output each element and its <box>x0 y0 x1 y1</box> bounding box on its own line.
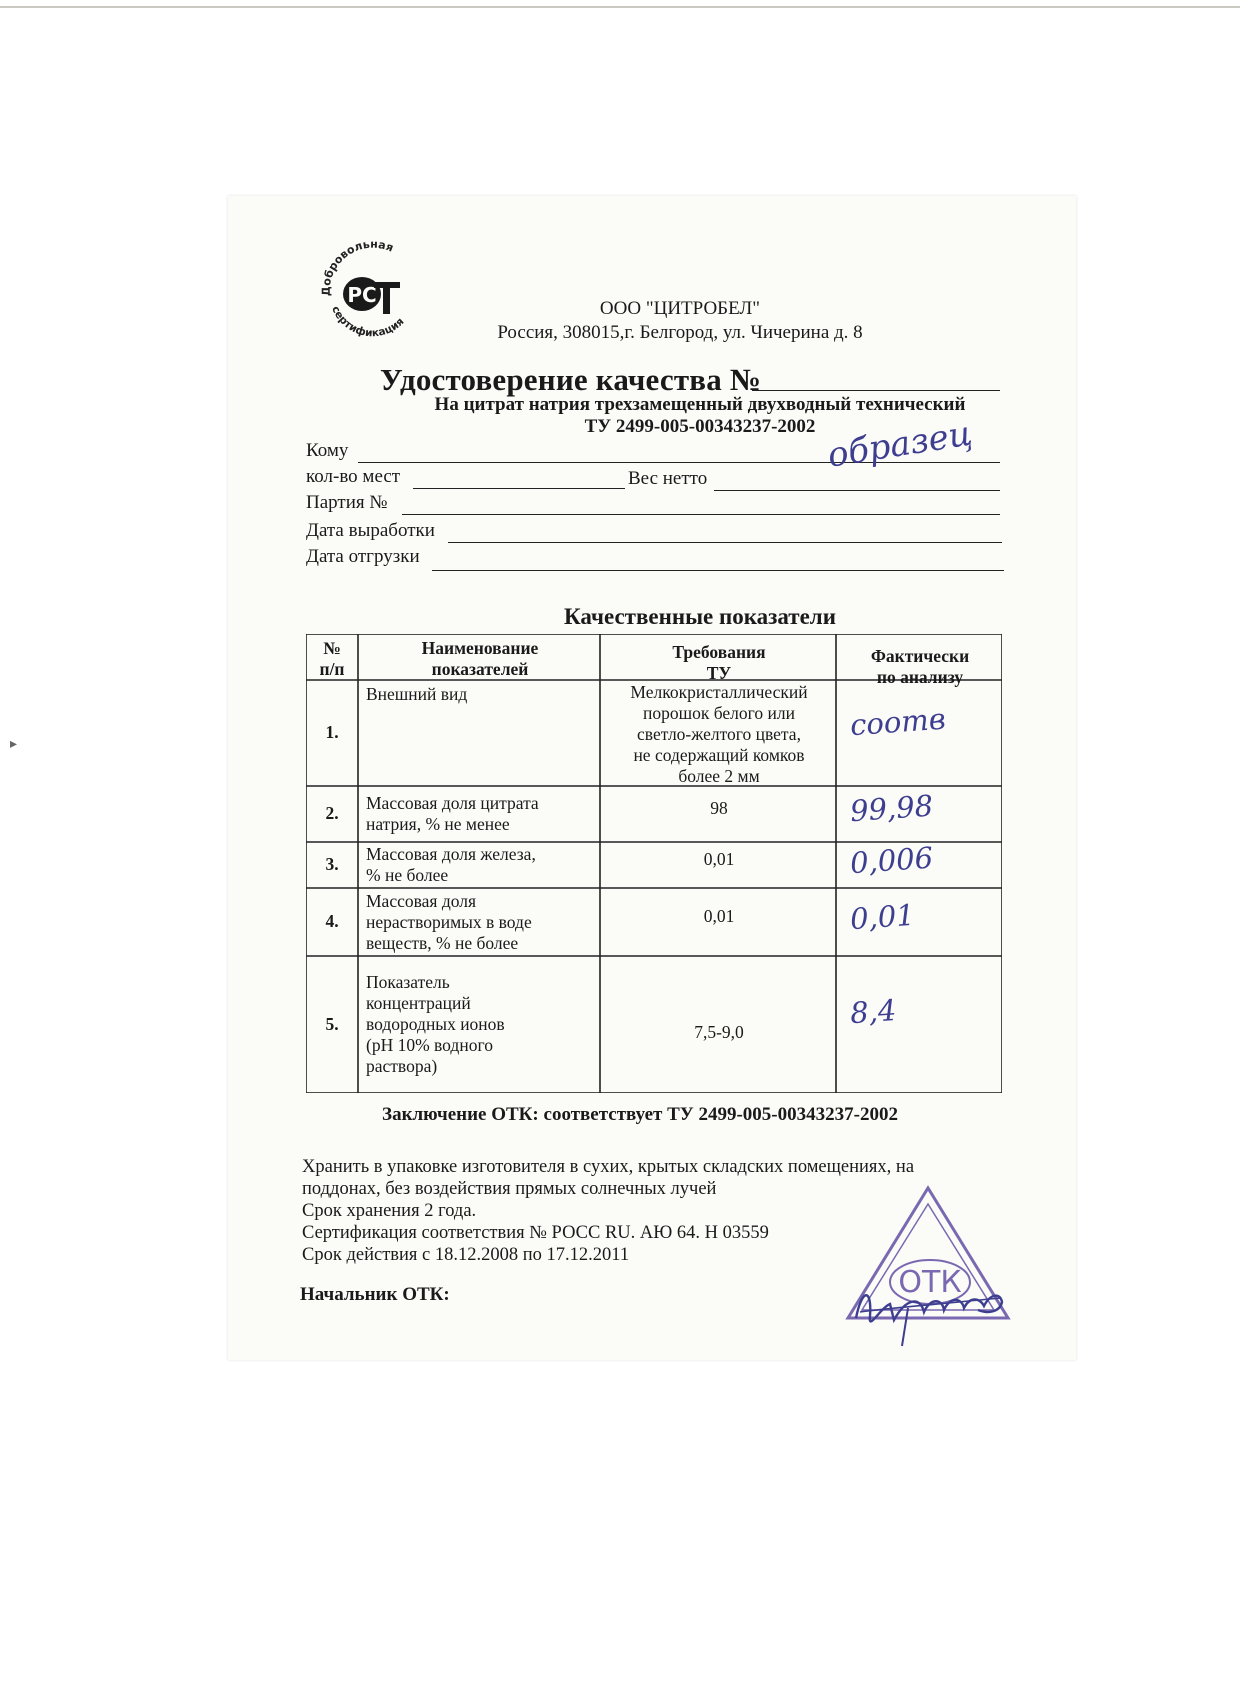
header-req <box>604 642 834 684</box>
table-row-1-requirement-line: более 2 мм <box>678 766 760 786</box>
table-row-2-name-line: Массовая доля цитрата <box>366 793 539 813</box>
header-name-line: Наименование <box>421 638 539 658</box>
table-row-5-name-line: водородных ионов <box>366 1014 505 1034</box>
table-row-5-num: 5. <box>325 1013 339 1034</box>
table-row-5-actual: 8,4 <box>848 993 898 1031</box>
field-to-label: Кому <box>306 440 349 461</box>
header-name-line: показателей <box>431 659 529 679</box>
storage-note-line-2: поддонах, без воздействия прямых солнечных лучей <box>302 1179 717 1199</box>
field-shipment-date-line <box>432 570 1004 571</box>
field-production-date-line <box>448 542 1002 543</box>
table-row-2-num: 2. <box>325 803 339 823</box>
field-batch-line <box>402 514 1000 515</box>
table-row-1-requirement-line: Мелкокристаллический <box>630 682 808 702</box>
certificate-number-line <box>752 390 1000 391</box>
table-row-3-name-line: Массовая доля железа, <box>366 844 536 864</box>
header-fact-line: по анализу <box>876 667 964 687</box>
table-row-2-name <box>366 793 598 835</box>
field-shipment-date-label: Дата отгрузки <box>306 546 420 567</box>
table-row-3-name-line: % не более <box>366 865 449 885</box>
table-row-5-requirement <box>604 1022 834 1043</box>
handwritten-sample: образец <box>824 413 975 476</box>
header-num-line: п/п <box>319 659 345 679</box>
company-address: Россия, 308015,г. Белгород, ул. Чичерина д. 8 <box>497 322 863 343</box>
table-row-5-name-line: раствора) <box>366 1056 438 1076</box>
table-row-4-requirement-line: 0,01 <box>703 905 735 926</box>
table-row-3-name <box>366 844 598 886</box>
table-row-3-num: 3. <box>325 854 339 874</box>
table-row-3-actual: 0,006 <box>848 840 935 881</box>
table-row-3-requirement-line: 0,01 <box>703 848 735 869</box>
field-net-weight-line <box>714 490 1000 491</box>
table-row-5-name <box>366 972 598 1077</box>
table-row-2-requirement-line: 98 <box>710 797 728 818</box>
header-name <box>362 638 598 680</box>
table-row-5-name-line: Показатель <box>366 972 450 992</box>
table-row-1-name <box>366 684 598 705</box>
field-places-line <box>413 488 625 489</box>
table-row-1-requirement-line: светло-желтого цвета, <box>637 724 801 744</box>
header-fact-line: Фактически <box>870 646 970 666</box>
table-row-5-name-line: (pH 10% водного <box>366 1035 493 1055</box>
table-row-1-name-line: Внешний вид <box>366 684 468 704</box>
qc-conclusion: Заключение ОТК: соответствует ТУ 2499-005-00343237-2002 <box>382 1104 898 1125</box>
quality-table <box>306 634 1002 1093</box>
field-production-date-label: Дата выработки <box>306 520 435 541</box>
stamp-text: ОТК <box>898 1265 962 1300</box>
table-row-4-num: 4. <box>325 911 339 931</box>
storage-note-line-1: Хранить в упаковке изготовителя в сухих, крытых складских помещениях, на <box>302 1157 915 1177</box>
table-row-1-requirement-line: не содержащий комков <box>633 745 805 765</box>
table-row-2-actual: 99,98 <box>848 788 935 829</box>
product-name: На цитрат натрия трехзамещенный двухводный технический <box>434 394 966 415</box>
table-row-1-actual: соотв <box>848 701 947 743</box>
field-net-weight-label: Вес нетто <box>628 468 708 489</box>
header-num <box>308 638 356 680</box>
table-row-5-name-line: концентраций <box>366 993 471 1013</box>
document-title: Удостоверение качества № <box>380 362 762 397</box>
rst-certification-logo <box>318 238 428 338</box>
table-row-4-name <box>366 891 598 954</box>
table-row-1-requirement <box>604 682 834 787</box>
scan-edge <box>0 6 1240 8</box>
table-row-4-requirement <box>604 906 834 927</box>
table-row-1-requirement-line: порошок белого или <box>643 703 795 723</box>
certification-note: Сертификация соответствия № РОСС RU. АЮ 64. Н 03559 <box>302 1223 769 1243</box>
tu-standard: ТУ 2499-005-00343237-2002 <box>584 416 816 437</box>
header-fact <box>840 646 1000 688</box>
header-req-line: Требования <box>672 642 766 662</box>
header-req-line: ТУ <box>706 663 732 683</box>
table-row-4-name-line: нерастворимых в воде <box>366 911 532 932</box>
table-row-2-name-line: натрия, % не менее <box>366 814 510 834</box>
qc-chief-label: Начальник ОТК: <box>300 1284 450 1305</box>
table-row-4-name-line: Массовая доля <box>366 890 477 911</box>
field-batch-label: Партия № <box>306 492 388 513</box>
table-row-2-requirement <box>604 798 834 819</box>
table-row-1-num: 1. <box>325 722 339 742</box>
section-title: Качественные показатели <box>564 604 836 629</box>
header-num-line: № <box>323 638 341 658</box>
logo-arc-top: Добровольная <box>319 238 396 297</box>
validity-note: Срок действия с 18.12.2008 по 17.12.2011 <box>302 1245 630 1265</box>
signature <box>850 1268 1010 1348</box>
table-row-4-name-line: веществ, % не более <box>366 932 519 953</box>
table-row-4-actual: 0,01 <box>848 897 916 937</box>
shelf-life-note: Срок хранения 2 года. <box>302 1201 477 1221</box>
svg-text:РС: РС <box>347 283 377 307</box>
logo-arc-bottom: сертификация <box>329 304 407 338</box>
company-name: ООО "ЦИТРОБЕЛ" <box>599 298 761 319</box>
scan-mark: ▸ <box>10 736 18 752</box>
table-row-5-requirement-line: 7,5-9,0 <box>694 1022 744 1042</box>
table-row-3-requirement <box>604 849 834 870</box>
field-places-label: кол-во мест <box>306 466 401 487</box>
